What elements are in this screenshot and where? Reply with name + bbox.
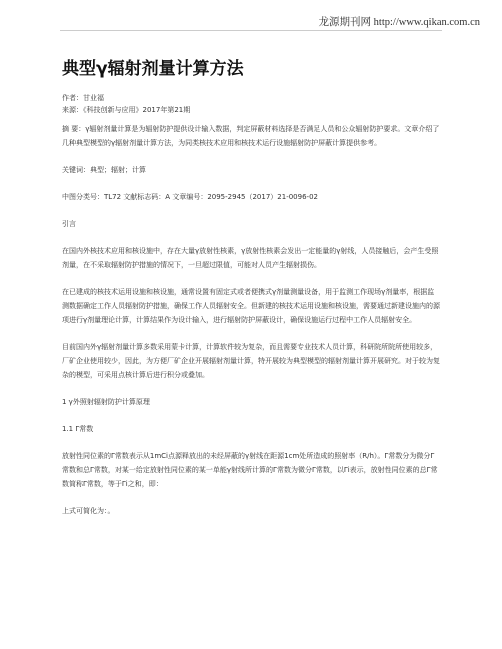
abstract-paragraph: 摘 要：γ辐射剂量计算是为辐射防护提供设计输入数据，判定屏蔽材料选择是否满足人员和公众辐射防护要求。文章介绍了几种典型模型的γ辐射剂量计算方法，为同类核技术应用和核技术运行设施辐射防护屏蔽计算提供参考。	[62, 125, 440, 147]
subsection-heading-1-1: 1.1 Γ常数	[62, 425, 94, 433]
intro-heading: 引言	[62, 220, 76, 228]
classification-line: 中图分类号：TL72 文献标志码：A 文章编号：2095-2945（2017）21-0096-02	[62, 193, 318, 201]
journal-watermark: 龙源期刊网 http://www.qikan.com.cn	[318, 17, 480, 28]
section-heading-1: 1 γ外照射辐射防护计算原理	[62, 398, 150, 406]
article-title: 典型γ辐射剂量计算方法	[62, 59, 244, 79]
article-body	[62, 58, 440, 518]
keywords-line: 关键词：典型；辐射；计算	[62, 166, 146, 174]
simplified-formula-line: 上式可简化为：。	[62, 507, 115, 515]
gamma-constant-paragraph: 放射性同位素的Γ常数表示从1mCi点源释放出的未经屏蔽的γ射线在距源1cm处所造成的照射率（R/h）。Γ常数分为微分Γ常数和总Γ常数，对某一给定放射性同位素的某一单能γ射线所计算的Γ常数为微分Γ常数，以Γi表示，放射性同位素的总Γ常数简称Γ常数，等于Γi之和，即：	[62, 452, 438, 488]
body-paragraph: 在国内外核技术应用和核设施中，存在大量γ放射性核素，γ放射性核素会发出一定能量的γ射线，人员接触后，会产生受照剂量，在不采取辐射防护措施的情况下，一旦超过限值，可能对人员产生辐射损伤。	[62, 247, 439, 269]
source-line: 来源：《科技创新与应用》2017年第21期	[62, 106, 191, 114]
body-paragraph: 目前国内外γ辐射剂量计算多数采用蒙卡计算，计算软件较为复杂，而且需要专业技术人员计算，科研院所院所使用较多，厂矿企业使用较少，因此，为方便厂矿企业开展辐射剂量计算，特开展较为典型模型的辐射剂量计算开展研究。对于较为复杂的模型，可采用点核计算后进行积分或叠加。	[62, 343, 440, 379]
author-line: 作者：甘业福	[62, 94, 104, 102]
body-paragraph: 在已建成的核技术运用设施和核设施，通常设置有固定式或者便携式γ剂量测量设备，用于监测工作现场γ剂量率，根据监测数据确定工作人员辐射防护措施，确保工作人员辐射安全。但新建的核技术运用设施和核设施，需要通过新建设施内的源项进行γ剂量理论计算，计算结果作为设计输入，进行辐射防护屏蔽设计，确保设施运行过程中工作人员辐射安全。	[62, 288, 440, 324]
header-divider	[60, 30, 442, 31]
